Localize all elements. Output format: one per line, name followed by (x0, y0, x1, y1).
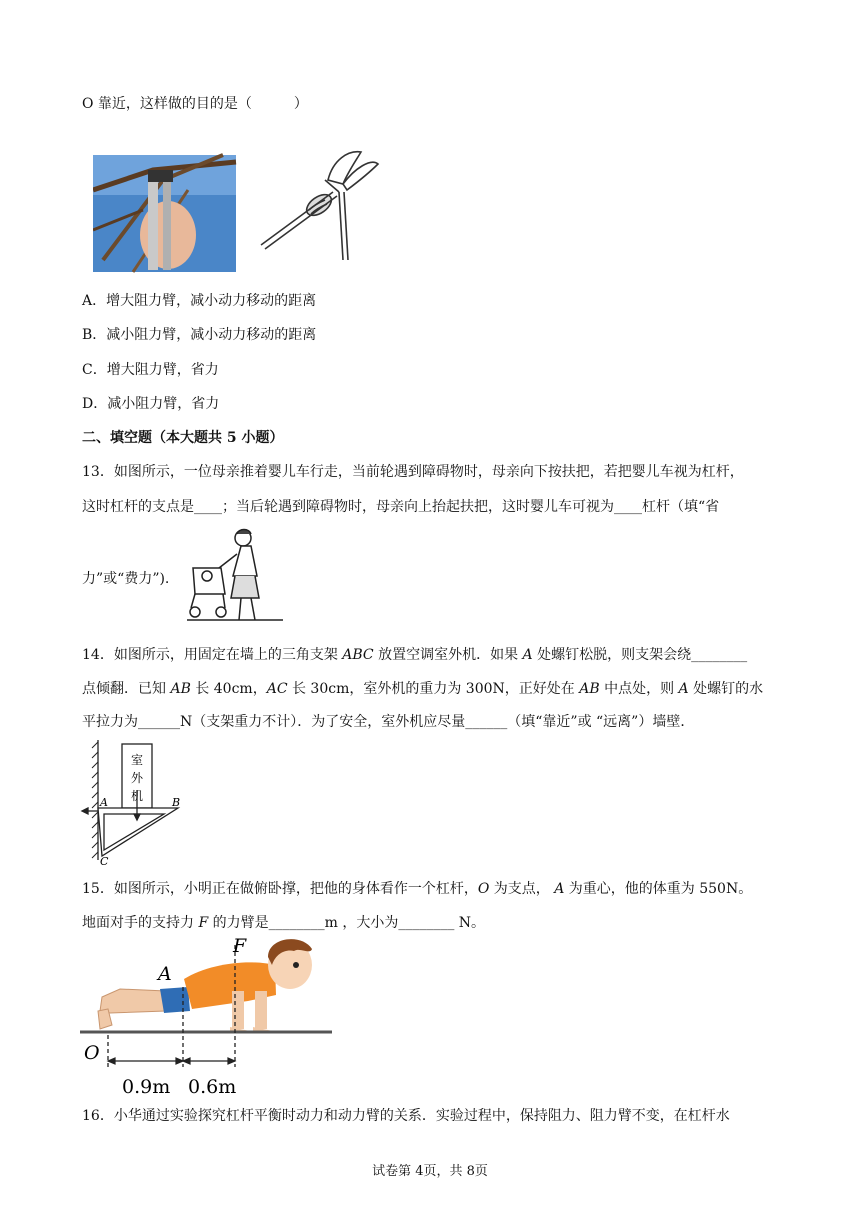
q14-var-ab: AB (579, 681, 600, 697)
point-b-label: B (172, 796, 181, 809)
outdoor-unit-label-3: 机 (130, 789, 144, 803)
outdoor-unit-label-2: 外 (130, 771, 144, 785)
q14-var-a: A (678, 681, 689, 697)
q13-stroller-figure (185, 528, 285, 624)
q14-text: 长 40cm， (190, 681, 267, 697)
page-footer: 试卷第 4页，共 8页 (372, 1164, 488, 1179)
q15-line-2 (82, 913, 485, 933)
q14-text: 点倾翻．已知 (82, 681, 171, 697)
q15-var-f: F (198, 915, 209, 931)
q15-text: 15．如图所示，小明正在做俯卧撑，把他的身体看作一个杠杆， (82, 881, 478, 897)
q12-option-d: D．减小阻力臂，省力 (82, 396, 220, 412)
q14-text: 处螺钉松脱，则支架会绕________ (532, 647, 748, 663)
q14-var-a: A (522, 647, 533, 663)
section-heading: 二、填空题（本大题共 5 小题） (82, 430, 284, 446)
pivot-o-label: O (84, 1042, 100, 1064)
force-f-label: F (233, 935, 247, 957)
q12-option-c: C．增大阻力臂，省力 (82, 362, 219, 378)
q13-line-1: 13．如图所示，一位母亲推着婴儿车行走，当前轮遇到障碍物时，母亲向下按扶把，若把婴儿车视为杠杆， (82, 464, 744, 480)
point-a-label: A (100, 796, 108, 809)
q14-text: 放置空调室外机．如果 (373, 647, 523, 663)
q12-option-a: A．增大阻力臂，减小动力移动的距离 (82, 293, 317, 309)
q15-text: 为支点， (489, 881, 555, 897)
q14-bracket-figure (80, 738, 190, 866)
q14-line-2 (82, 679, 763, 699)
q13-line-2: 这时杠杆的支点是____；当后轮遇到障碍物时，母亲向上抬起扶把，这时婴儿车可视为____杠杆（填“省 (82, 499, 720, 515)
q12-text-tail: O 靠近，这样做的目的是（ ） (82, 96, 308, 112)
q15-var-o: O (477, 881, 490, 897)
q15-line-1 (82, 879, 752, 899)
center-a-label: A (158, 963, 172, 985)
q14-var-ac: AC (266, 681, 288, 697)
point-c-label: C (100, 855, 109, 866)
pruning-shears-drawing (261, 152, 378, 260)
outdoor-unit-label-1: 室 (130, 753, 144, 767)
distance-label-1: 0.9m (122, 1076, 171, 1098)
q12-option-b: B．减小阻力臂，减小动力移动的距离 (82, 327, 317, 343)
q14-text: 中点处，则 (599, 681, 679, 697)
q12-figure (93, 150, 405, 276)
q15-text: 地面对手的支持力 (82, 915, 199, 931)
q14-text: 处螺钉的水 (688, 681, 764, 697)
q16-line-1: 16．小华通过实验探究杠杆平衡时动力和动力臂的关系．实验过程中，保持阻力、阻力臂不变，在杠杆水 (82, 1108, 730, 1124)
q14-line-1 (82, 645, 747, 665)
q14-var-ab: AB (170, 681, 191, 697)
q15-text: 为重心，他的体重为 550N。 (564, 881, 753, 897)
q15-text: 的力臂是________m ，大小为________ N。 (208, 915, 486, 931)
q14-line-3: 平拉力为______N（支架重力不计）．为了安全，室外机应尽量______（填“靠近”或 “远离”）墙壁． (82, 714, 695, 730)
pushup-person (98, 939, 312, 1033)
distance-label-2: 0.6m (188, 1076, 237, 1098)
q14-text: 长 30cm，室外机的重力为 300N，正好处在 (287, 681, 580, 697)
tree-pruning-photo (93, 155, 236, 272)
q15-pushup-figure (80, 935, 340, 1100)
q13-line-3: 力”或“费力”). (82, 571, 170, 587)
q14-var-abc: ABC (342, 647, 374, 663)
q15-var-a: A (554, 881, 565, 897)
q14-text: 14．如图所示，用固定在墙上的三角支架 (82, 647, 343, 663)
